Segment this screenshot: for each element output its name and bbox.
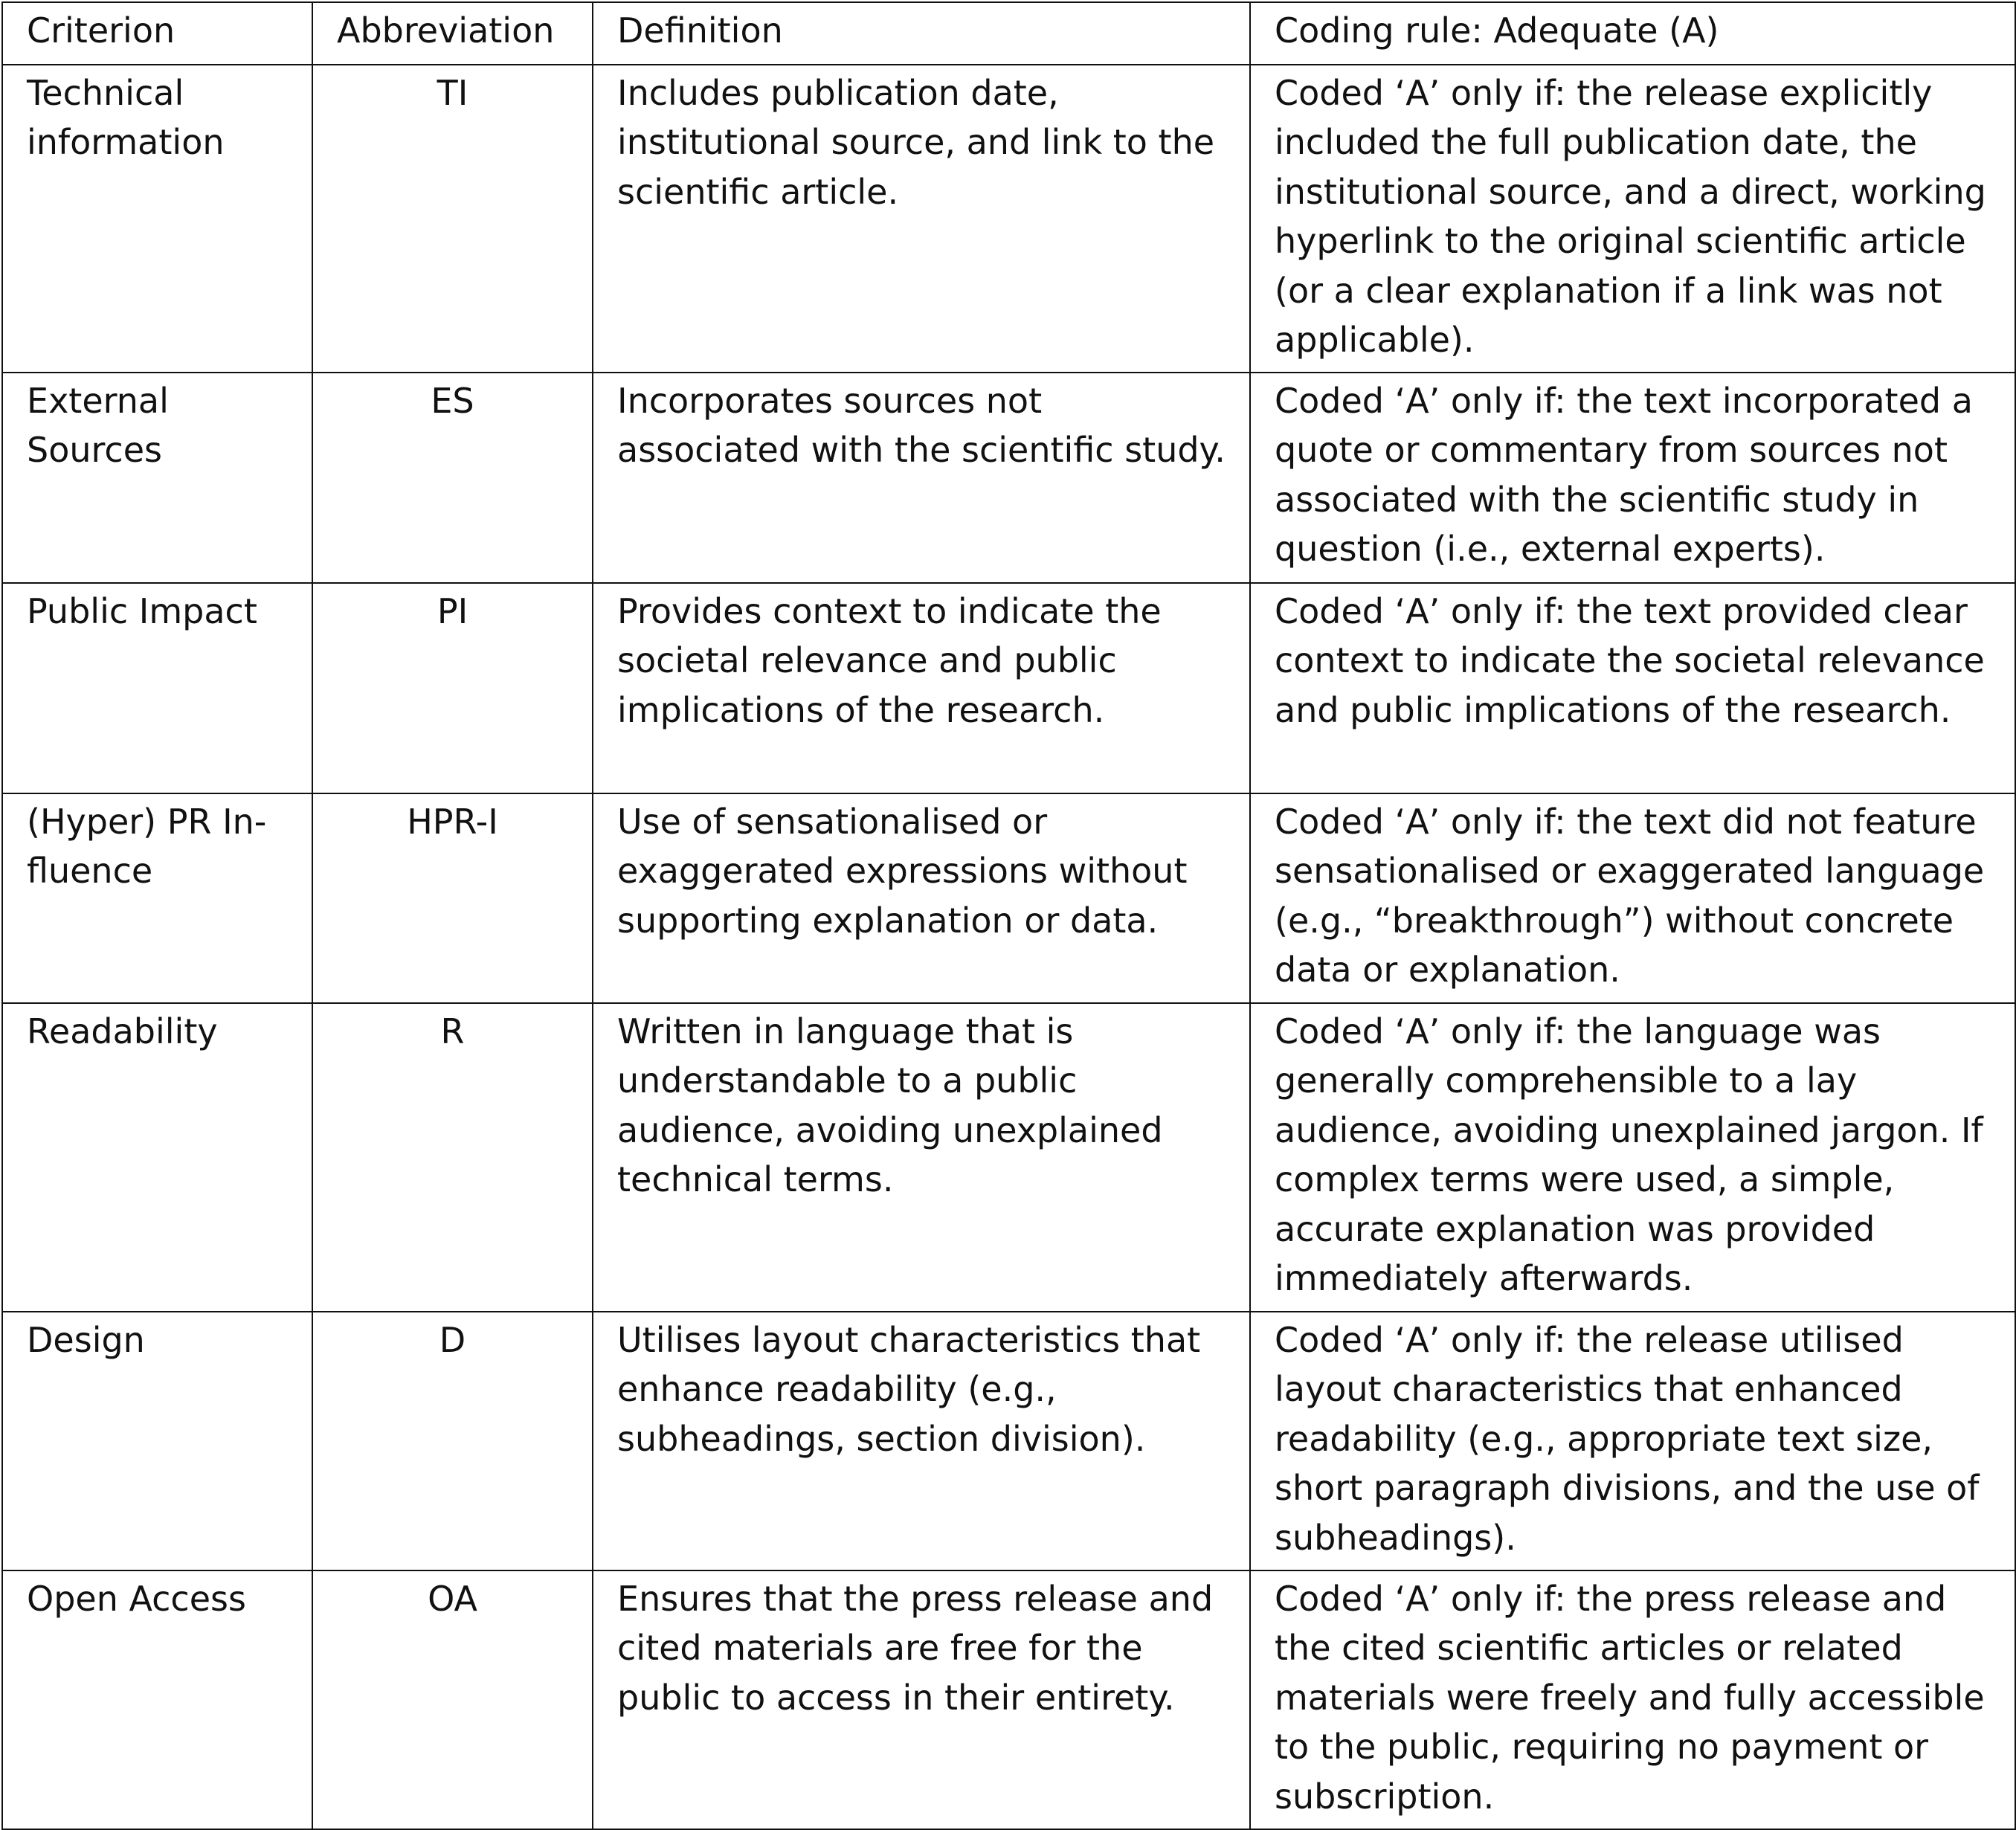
header-abbreviation: Abbreviation [312,2,593,65]
cell-criterion: External Sources [2,373,312,583]
cell-abbreviation: D [312,1312,593,1570]
table-row [2,1570,2015,1829]
criteria-table [1,1,2016,1830]
table-row [2,1312,2015,1570]
cell-coding-rule: Coded ‘A’ only if: the press release and the cited scientific articles or related materials were freely and fully accessible to the public, requiring no payment or subscription. [1250,1570,2015,1829]
table-row [2,65,2015,373]
cell-criterion: Readability [2,1003,312,1312]
header-definition: Definition [593,2,1250,65]
cell-definition: Ensures that the press release and cited materials are free for the public to access in their entirety. [593,1570,1250,1829]
table-row [2,583,2015,793]
cell-criterion: Open Access [2,1570,312,1829]
cell-abbreviation: PI [312,583,593,793]
cell-criterion: Design [2,1312,312,1570]
cell-abbreviation: TI [312,65,593,373]
cell-definition: Written in language that is understandable to a public audience, avoiding unexplained technical terms. [593,1003,1250,1312]
cell-definition: Incorporates sources not associated with the scientific study. [593,373,1250,583]
cell-definition: Provides context to indicate the societal relevance and public implications of the research. [593,583,1250,793]
cell-criterion: Public Impact [2,583,312,793]
cell-abbreviation: R [312,1003,593,1312]
cell-criterion: Technical information [2,65,312,373]
table-header-row [2,2,2015,65]
cell-coding-rule: Coded ‘A’ only if: the text did not feature sensationalised or exaggerated language (e.g., “breakthrough”) without concrete data or explanation. [1250,793,2015,1003]
cell-coding-rule: Coded ‘A’ only if: the text incorporated a quote or commentary from sources not associated with the scientific study in question (i.e., external experts). [1250,373,2015,583]
cell-definition: Includes publication date, institutional source, and link to the scientific article. [593,65,1250,373]
header-criterion: Criterion [2,2,312,65]
table-row [2,373,2015,583]
table-row [2,793,2015,1003]
cell-criterion: (Hyper) PR In-fluence [2,793,312,1003]
cell-coding-rule: Coded ‘A’ only if: the release utilised layout characteristics that enhanced readability (e.g., appropriate text size, short paragraph divisions, and the use of subheadings). [1250,1312,2015,1570]
cell-abbreviation: ES [312,373,593,583]
cell-abbreviation: OA [312,1570,593,1829]
cell-coding-rule: Coded ‘A’ only if: the text provided clear context to indicate the societal relevance and public implications of the research. [1250,583,2015,793]
cell-coding-rule: Coded ‘A’ only if: the release explicitly included the full publication date, the institutional source, and a direct, working hyperlink to the original scientific article (or a clear explanation if a link was not applicable). [1250,65,2015,373]
cell-definition: Use of sensationalised or exaggerated expressions without supporting explanation or data. [593,793,1250,1003]
table-row [2,1003,2015,1312]
cell-coding-rule: Coded ‘A’ only if: the language was generally comprehensible to a lay audience, avoiding unexplained jargon. If complex terms were used, a simple, accurate explanation was provided immediately afterwards. [1250,1003,2015,1312]
header-coding-rule: Coding rule: Adequate (A) [1250,2,2015,65]
cell-abbreviation: HPR-I [312,793,593,1003]
cell-definition: Utilises layout characteristics that enhance readability (e.g., subheadings, section division). [593,1312,1250,1570]
